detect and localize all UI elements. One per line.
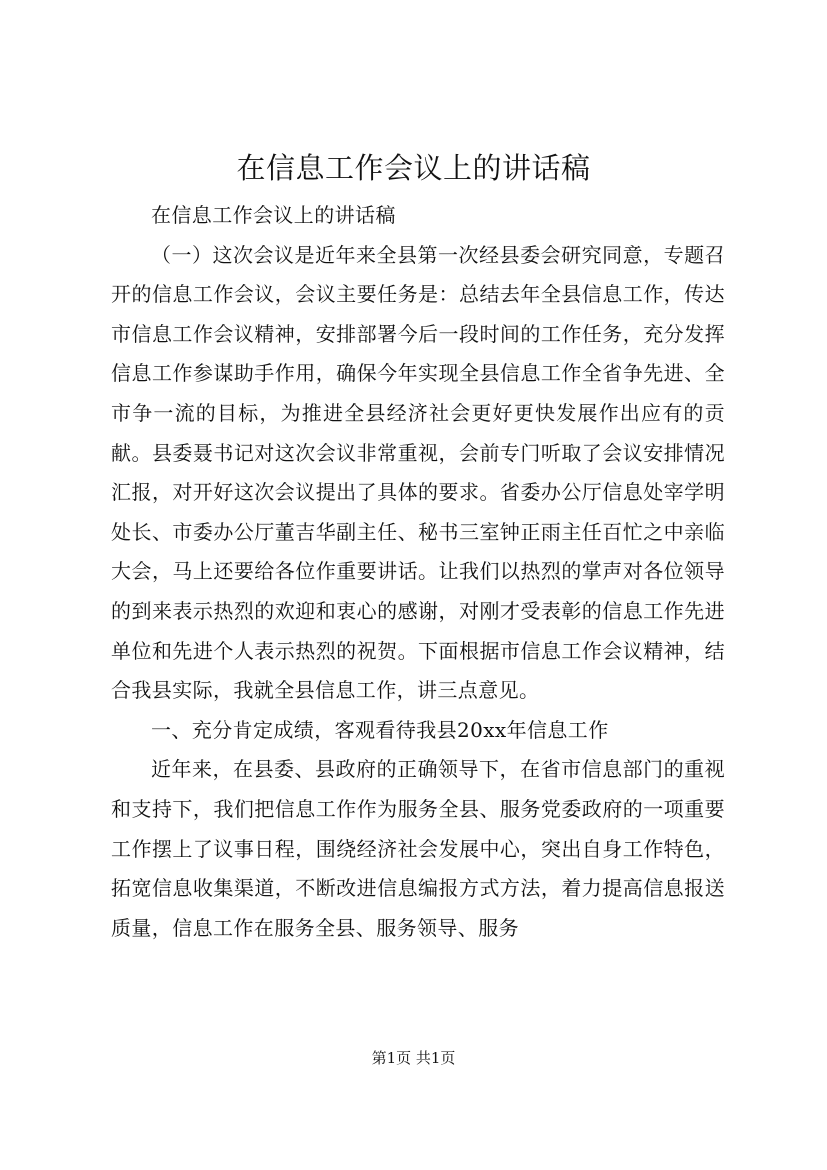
section-paragraph: 近年来，在县委、县政府的正确领导下，在省市信息部门的重视和支持下，我们把信息工作作为服务全县、服务党委政府的一项重要工作摆上了议事日程，围绕经济社会发展中心，突出自身工作特色，拓宽信息收集渠道，不断改进信息编报方式方法，着力提高信息报送质量，信息工作在服务全县、服务领导、服务 xyxy=(111,757,725,940)
page-footer: 第1页 共1页 xyxy=(371,1049,456,1067)
document-body xyxy=(111,196,725,948)
subtitle-paragraph: 在信息工作会议上的讲话稿 xyxy=(151,203,396,227)
section-heading: 一、充分肯定成绩，客观看待我县20xx年信息工作 xyxy=(151,717,609,742)
intro-paragraph: （一）这次会议是近年来全县第一次经县委会研究同意，专题召开的信息工作会议，会议主要任务是：总结去年全县信息工作，传达市信息工作会议精神，安排部署今后一段时间的工作任务，充分发挥信息工作参谋助手作用，确保今年实现全县信息工作全省争先进、全市争一流的目标，为推进全县经济社会更好更快发展作出应有的贡献。县委聂书记对这次会议非常重视，会前专门听取了会议安排情况汇报，对开好这次会议提出了具体的要求。省委办公厅信息处宰学明处长、市委办公厅董吉华副主任、秘书三室钟正雨主任百忙之中亲临大会，马上还要给各位作重要讲话。让我们以热烈的掌声对各位领导的到来表示热烈的欢迎和衷心的感谢，对刚才受表彰的信息工作先进单位和先进个人表示热烈的祝贺。下面根据市信息工作会议精神，结合我县实际，我就全县信息工作，讲三点意见。 xyxy=(111,242,725,703)
document-title: 在信息工作会议上的讲话稿 xyxy=(236,151,591,185)
